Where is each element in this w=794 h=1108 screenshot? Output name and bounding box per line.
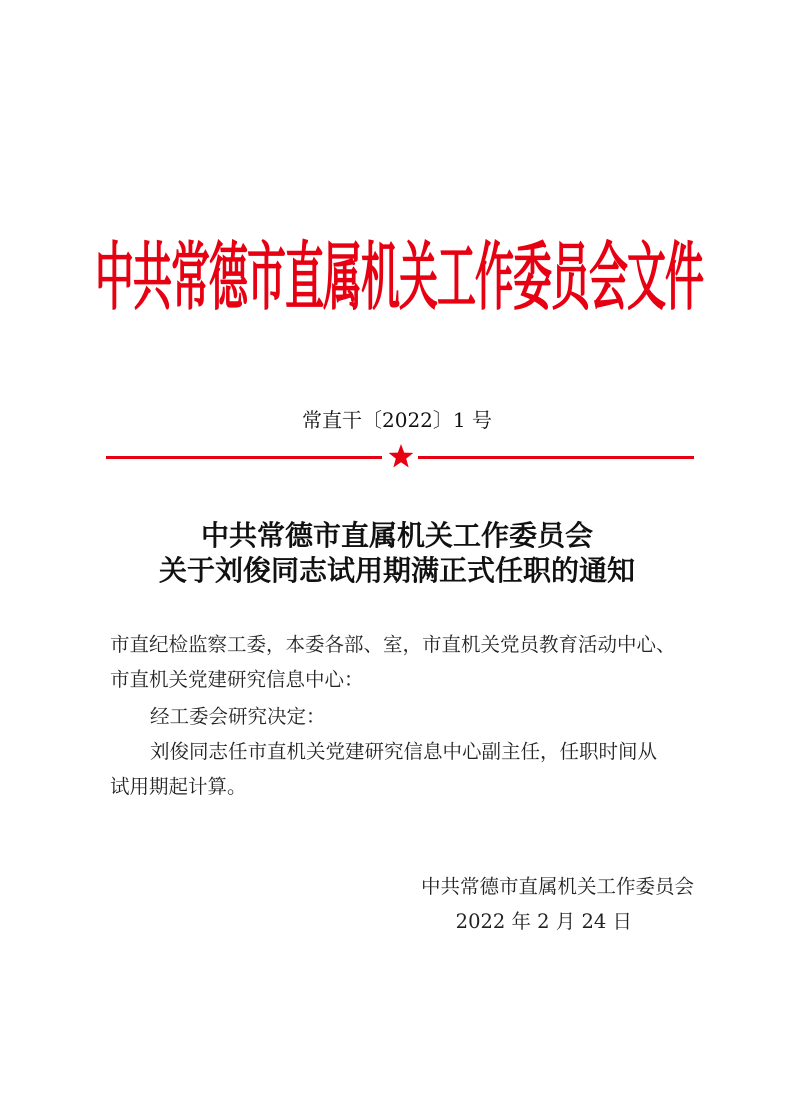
red-rule-left bbox=[106, 456, 382, 459]
document-number: 常直干〔2022〕1 号 bbox=[302, 408, 492, 432]
signature-date: 2022 年 2 月 24 日 bbox=[455, 910, 632, 933]
notice-title-line-2: 关于刘俊同志试用期满正式任职的通知 bbox=[158, 554, 635, 587]
body-paragraph-2-line-1: 刘俊同志任市直机关党建研究信息中心副主任，任职时间从 bbox=[150, 740, 658, 763]
signature-organization: 中共常德市直属机关工作委员会 bbox=[420, 875, 694, 898]
masthead-title: 中共常德市直属机关工作委员会文件 bbox=[95, 235, 704, 322]
notice-title-line-1: 中共常德市直属机关工作委员会 bbox=[200, 519, 593, 552]
red-rule-right bbox=[418, 456, 694, 459]
star-icon bbox=[388, 443, 414, 469]
body-paragraph-2-line-2: 试用期起计算。 bbox=[110, 775, 247, 798]
document-masthead bbox=[95, 222, 704, 322]
body-paragraph-1: 经工委会研究决定： bbox=[150, 705, 326, 728]
addressee-line-1: 市直纪检监察工委，本委各部、室，市直机关党员教育活动中心、 bbox=[110, 633, 676, 656]
addressee-line-2: 市直机关党建研究信息中心： bbox=[110, 668, 364, 691]
